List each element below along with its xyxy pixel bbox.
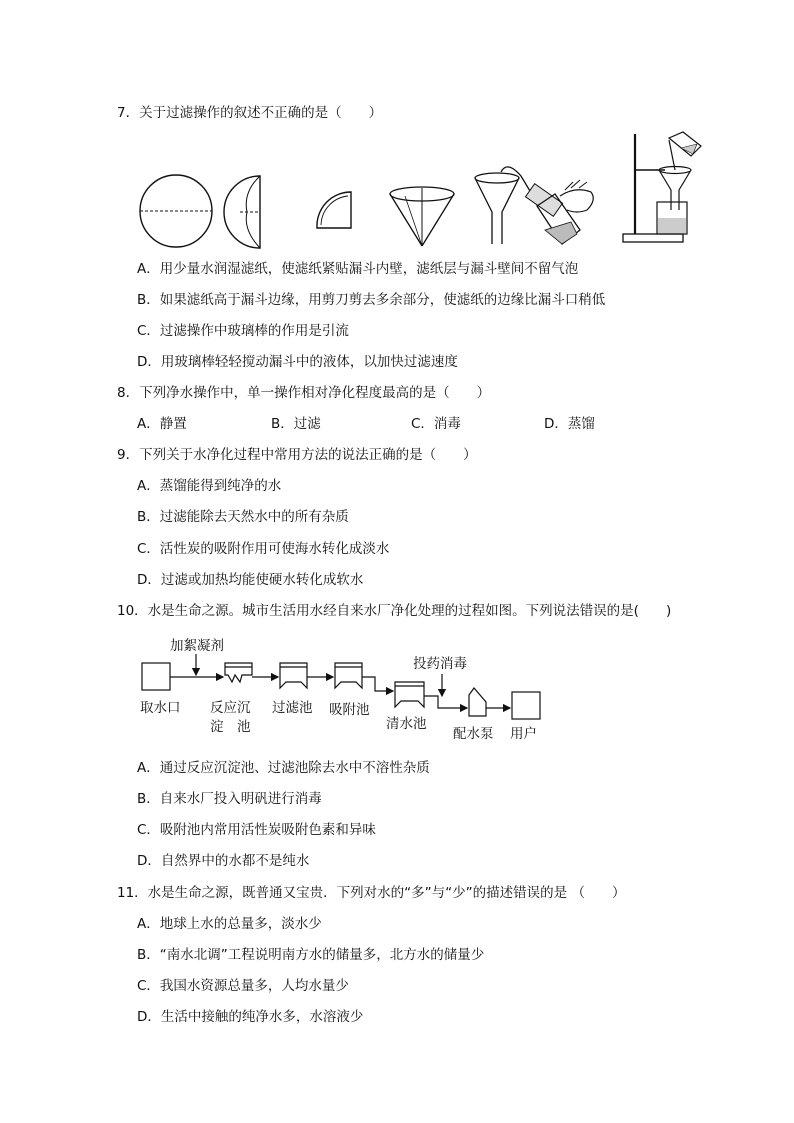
reaction-tank-shape [225,663,252,682]
q10-option-a: A．通过反应沉淀池、过滤池除去水中不溶性杂质 [137,760,430,776]
q11-option-b: B．“南水北调”工程说明南方水的储量多，北方水的储量少 [137,947,485,963]
q9-option-b: B．过滤能除去天然水中的所有杂质 [137,509,349,525]
q10-option-d: D．自然界中的水都不是纯水 [137,853,310,869]
q10-option-b: B．自来水厂投入明矾进行消毒 [137,791,322,807]
q10-option-c: C．吸附池内常用活性炭吸附色素和异味 [137,822,376,838]
filter-paper-folding-figure [135,130,715,250]
label-pump: 配水泵 [453,726,494,742]
filter-paper-circle-icon [140,175,212,247]
q9-option-d: D．过滤或加热均能使硬水转化成软水 [137,572,364,588]
q11-stem: 11．水是生命之源，既普通又宝贵．下列对水的“多”与“少”的描述错误的是 （ ） [117,885,626,901]
pump-shape [469,688,486,716]
q7-option-a: A．用少量水润湿滤纸，使滤纸紧贴漏斗内壁，滤纸层与漏斗壁间不留气泡 [137,261,579,277]
q8-stem: 8．下列净水操作中，单一操作相对净化程度最高的是（ ） [117,385,491,401]
user-box [512,692,540,719]
q11-option-c: C．我国水资源总量多，人均水量少 [137,978,349,994]
q11-option-d: D．生活中接触的纯净水多，水溶液少 [137,1009,364,1025]
q7-option-d: D．用玻璃棒轻轻搅动漏斗中的液体，以加快过滤速度 [137,354,458,370]
label-user: 用户 [510,726,537,742]
q9-option-c: C．活性炭的吸附作用可使海水转化成淡水 [137,541,390,557]
q8-option-d: D．蒸馏 [544,416,595,432]
q7-stem: 7．关于过滤操作的叙述不正确的是（ ） [117,105,383,121]
label-intake: 取水口 [140,700,181,716]
q10-stem: 10．水是生命之源。城市生活用水经自来水厂净化处理的过程如图。下列说法错误的是( ) [117,603,672,619]
q11-option-a: A．地球上水的总量多，淡水少 [137,916,322,932]
filter-paper-quarter-icon [317,192,351,228]
label-reaction-tank-1: 反应沉 [210,700,251,716]
label-adsorb-tank: 吸附池 [329,702,370,718]
q8-option-b: B．过滤 [271,416,321,432]
q9-option-a: A．蒸馏能得到纯净的水 [137,478,282,494]
filter-paper-cone-icon [390,187,454,246]
label-filter-tank: 过滤池 [272,700,313,716]
label-clear-tank: 清水池 [386,716,427,732]
filter-paper-half-icon [224,176,260,248]
label-reaction-tank-2: 淀 池 [210,719,251,735]
label-add-flocculant: 加絮凝剂 [170,638,224,654]
q8-option-c: C．消毒 [411,416,461,432]
q9-stem: 9．下列关于水净化过程中常用方法的说法正确的是（ ） [117,447,477,463]
label-dosing-disinfect: 投药消毒 [413,656,467,672]
q7-option-c: C．过滤操作中玻璃棒的作用是引流 [137,323,349,339]
intake-box [142,663,170,690]
filtration-apparatus-icon [623,132,701,242]
q7-option-b: B．如果滤纸高于漏斗边缘，用剪刀剪去多余部分，使滤纸的边缘比漏斗口稍低 [137,292,606,308]
funnel-wash-bottle-icon [475,167,593,244]
water-treatment-flow-diagram [138,630,558,745]
q8-option-a: A．静置 [137,416,187,432]
